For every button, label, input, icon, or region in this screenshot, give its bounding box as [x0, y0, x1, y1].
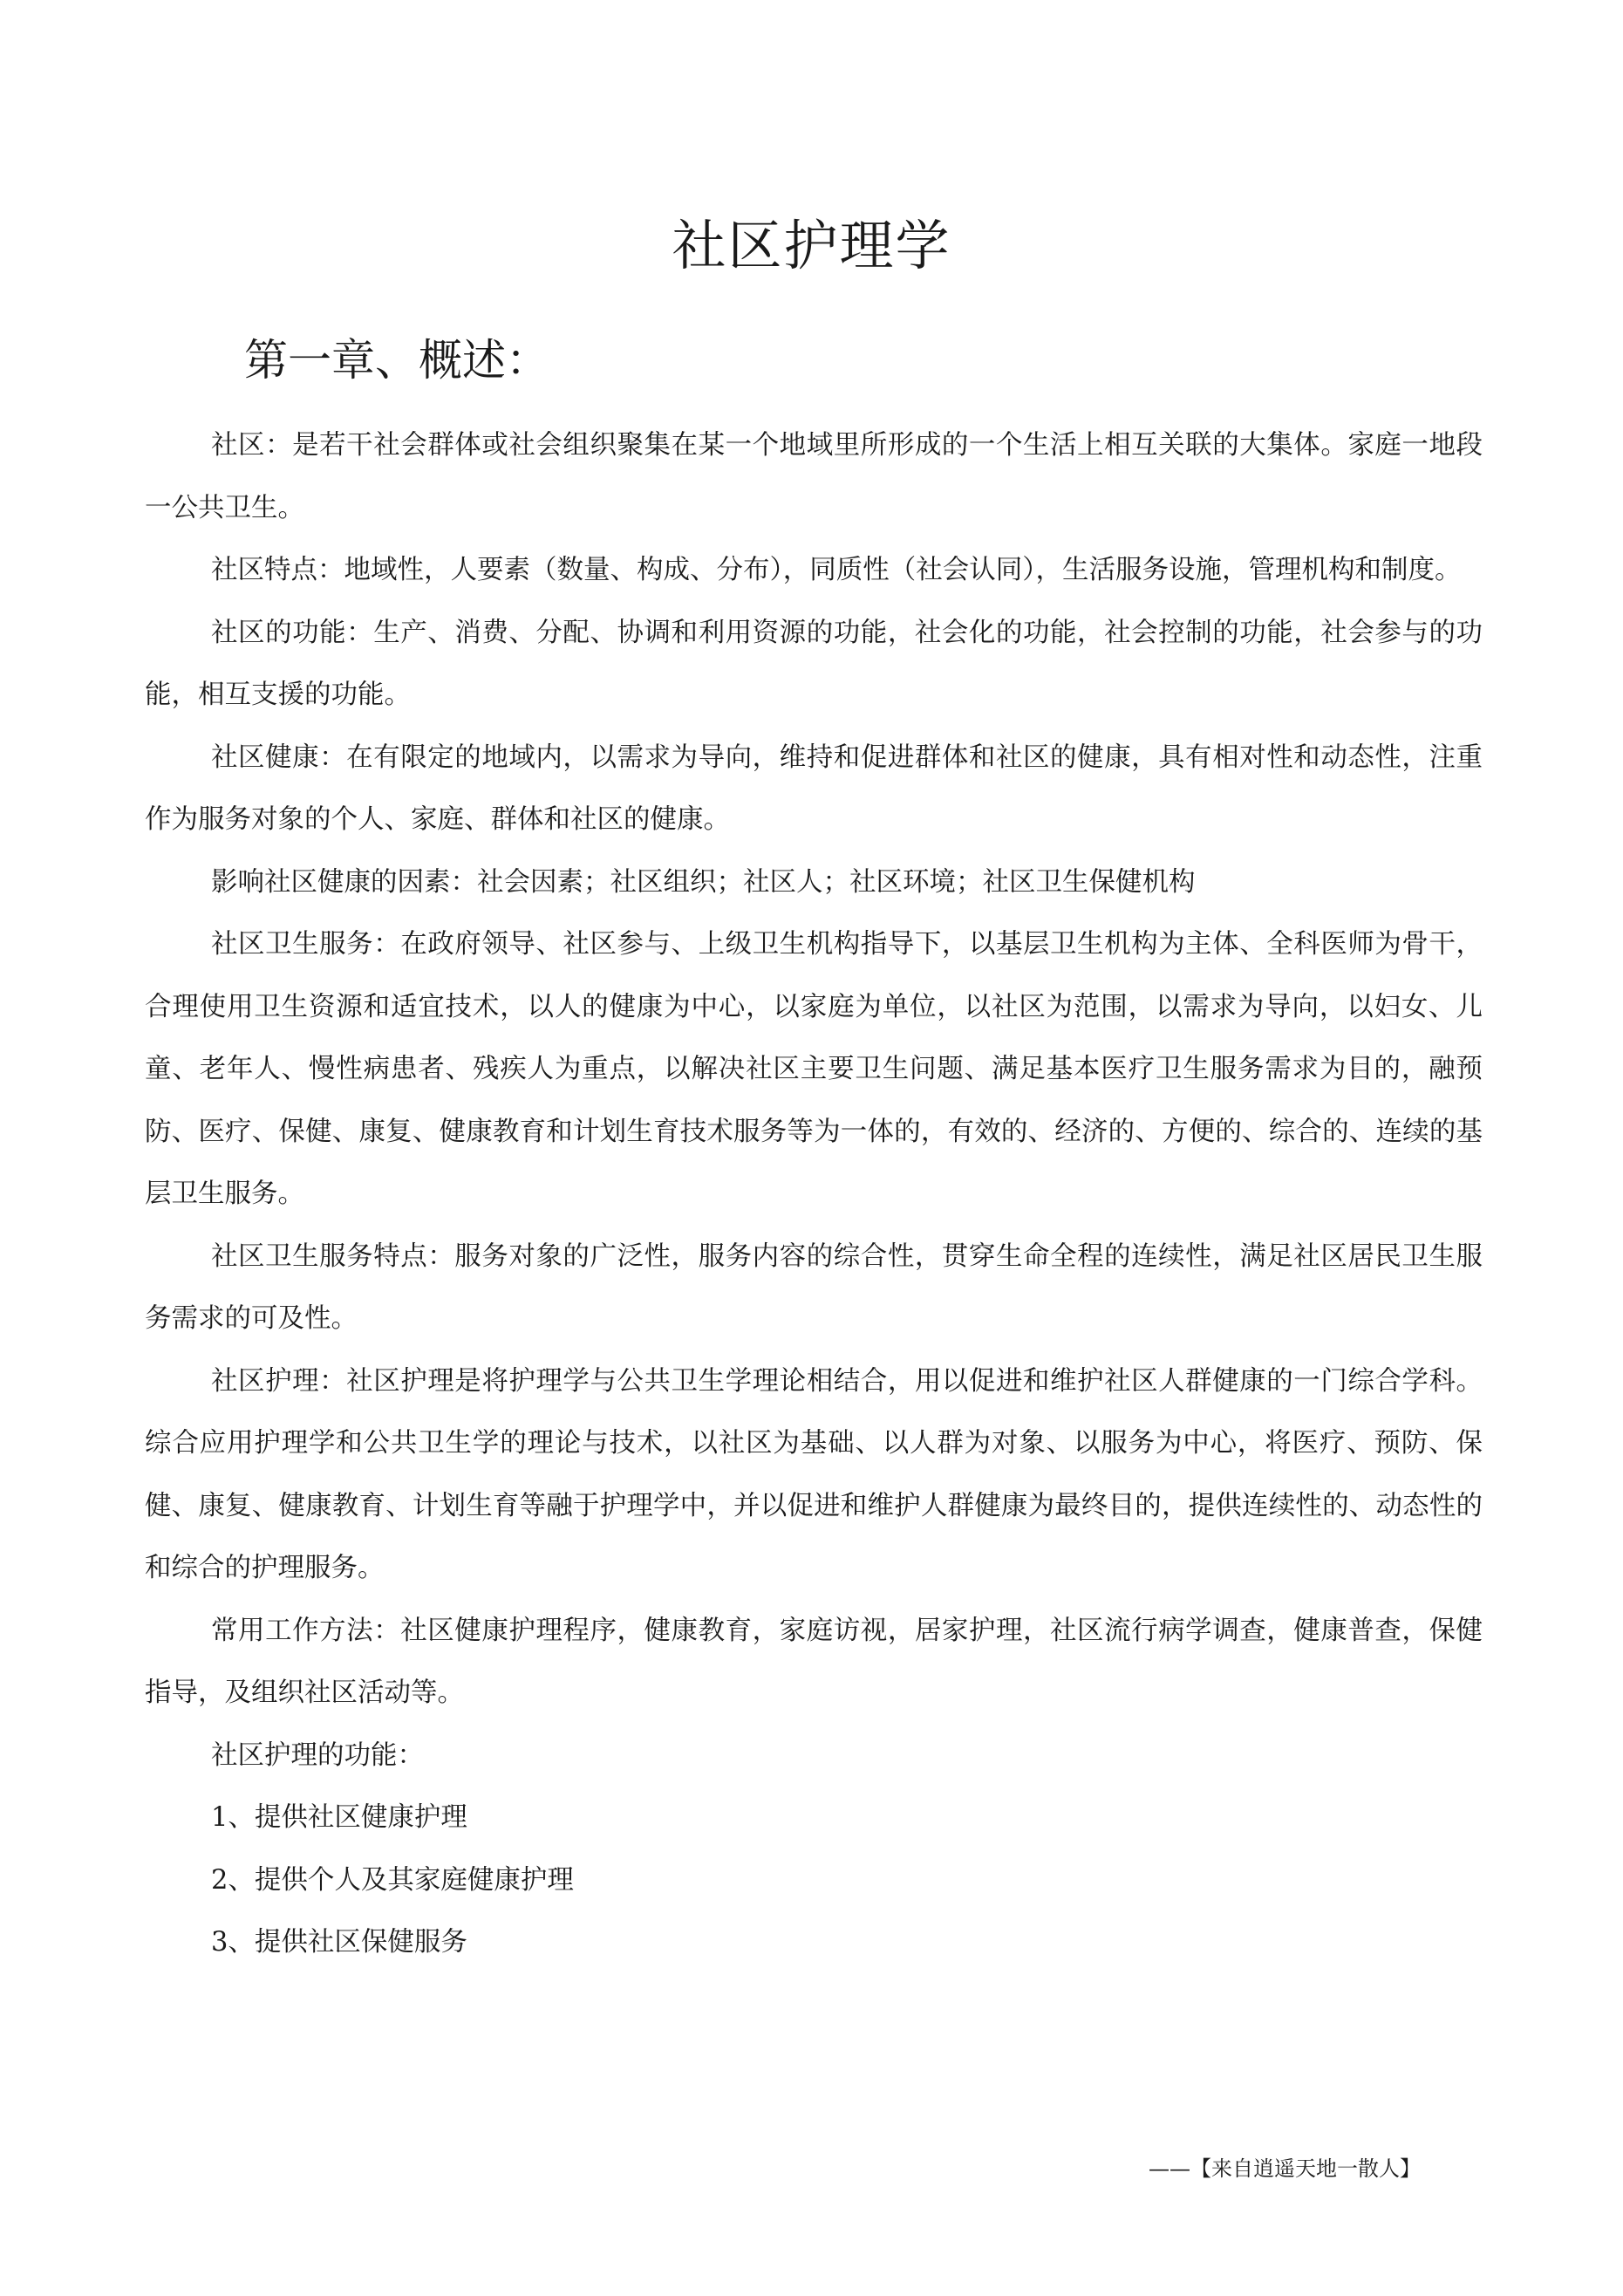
paragraph-community-nursing: 社区护理：社区护理是将护理学与公共卫生学理论相结合，用以促进和维护社区人群健康的一门综合学科。综合应用护理学和公共卫生学的理论与技术，以社区为基础、以人群为对象、以服务为中心，将医疗、预防、保健、康复、健康教育、计划生育等融于护理学中，并以促进和维护人群健康为最终目的，提供连续性的、动态性的和综合的护理服务。 — [145, 1365, 1483, 1583]
list-item: 3、提供社区保健服务 — [211, 1927, 467, 1958]
paragraph-work-methods: 常用工作方法：社区健康护理程序，健康教育，家庭访视，居家护理，社区流行病学调查，健康普查，保健指导，及组织社区活动等。 — [145, 1615, 1483, 1708]
list-item: 2、提供个人及其家庭健康护理 — [211, 1864, 574, 1896]
paragraph-community-features: 社区特点：地域性，人要素（数量、构成、分布），同质性（社会认同），生活服务设施，管理机构和制度。 — [211, 555, 1462, 585]
paragraph-community-functions: 社区的功能：生产、消费、分配、协调和利用资源的功能，社会化的功能，社会控制的功能，社会参与的功能，相互支援的功能。 — [145, 617, 1483, 710]
document-body — [145, 414, 1483, 1974]
source-footer: ——【来自逍遥天地一散人】 — [1149, 2156, 1421, 2181]
list-item: 1、提供社区健康护理 — [211, 1802, 467, 1833]
paragraph-service-features: 社区卫生服务特点：服务对象的广泛性，服务内容的综合性，贯穿生命全程的连续性，满足社区居民卫生服务需求的可及性。 — [145, 1240, 1483, 1334]
paragraph-health-factors: 影响社区健康的因素：社会因素；社区组织；社区人；社区环境；社区卫生保健机构 — [211, 866, 1196, 898]
paragraph-community-definition: 社区：是若干社会群体或社会组织聚集在某一个地域里所形成的一个生活上相互关联的大集体。家庭一地段一公共卫生。 — [145, 430, 1483, 523]
chapter-heading: 第一章、概述： — [244, 335, 549, 386]
document-title: 社区护理学 — [672, 214, 951, 277]
paragraph-nursing-functions: 社区护理的功能： — [211, 1739, 424, 1771]
paragraph-health-service: 社区卫生服务：在政府领导、社区参与、上级卫生机构指导下，以基层卫生机构为主体、全科医师为骨干，合理使用卫生资源和适宜技术，以人的健康为中心，以家庭为单位，以社区为范围，以需求为导向，以妇女、儿童、老年人、慢性病患者、残疾人为重点，以解决社区主要卫生问题、满足基本医疗卫生服务需求为目的，融预防、医疗、保健、康复、健康教育和计划生育技术服务等为一体的，有效的、经济的、方便的、综合的、连续的基层卫生服务。 — [145, 929, 1483, 1209]
paragraph-community-health: 社区健康：在有限定的地域内，以需求为导向，维持和促进群体和社区的健康，具有相对性和动态性，注重作为服务对象的个人、家庭、群体和社区的健康。 — [145, 741, 1483, 835]
